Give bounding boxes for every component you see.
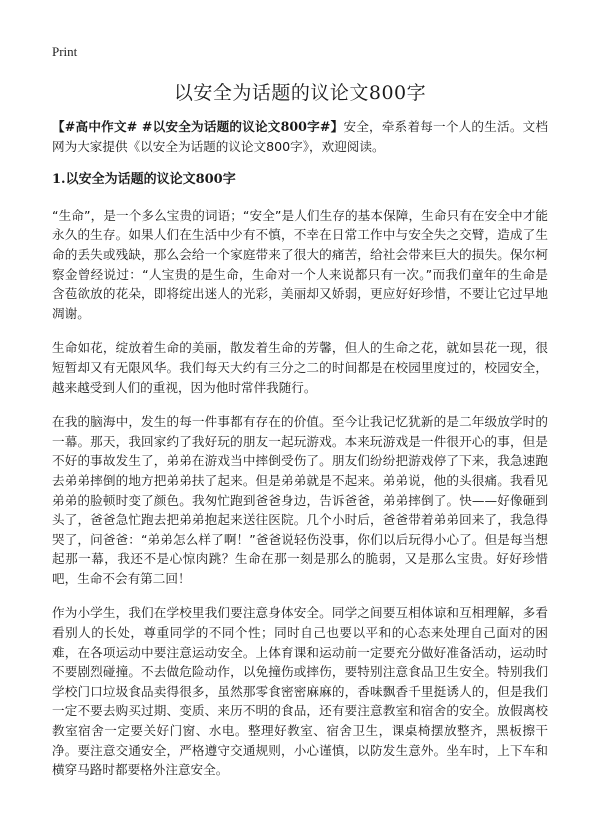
intro-paragraph	[52, 117, 548, 156]
intro-text: 安全，牵系着每一个人的生活。文档网为大家提供《以安全为话题的议论文800字》，欢迎阅读。	[52, 119, 548, 154]
article-body	[52, 117, 548, 795]
paragraph-2: 生命如花，绽放着生命的美丽，散发着生命的芳馨，但人的生命之花，就如昙花一现，很短暂却又有无限风华。我们每天大约有三分之二的时间都是在校园里度过的，校园安全，越来越受到人们的重视，因为他时常伴我随行。	[52, 340, 548, 395]
print-link[interactable]: Print	[52, 44, 78, 59]
paragraph-3: 在我的脑海中，发生的每一件事都有存在的价值。至今让我记忆犹新的是二年级放学时的一幕。那天，我回家约了我好玩的朋友一起玩游戏。本来玩游戏是一件很开心的事，但是不好的事故发生了，弟弟在游戏当中摔倒受伤了。朋友们纷纷把游戏停了下来，我急速跑去弟弟摔倒的地方把弟弟扶了起来。但是弟弟就是不起来。弟弟说，他的头很痛。我看见弟弟的脸顿时变了颜色。我匆忙跑到爸爸身边，告诉爸爸，弟弟摔倒了。快——好像砸到头了，爸爸急忙跑去把弟弟抱起来送往医院。几个小时后，爸爸带着弟弟回来了，我急得哭了，问爸爸：“弟弟怎么样了啊！”爸爸说轻伤没事，你们以后玩得小心了。但是每当想起那一幕，我还不是心惊肉跳？生命在那一刻是那么的脆弱，又是那么宝贵。好好珍惜吧，生命不会有第二回！	[52, 414, 548, 586]
section-heading: 1.以安全为话题的议论文800字	[52, 172, 236, 188]
page-title: 以安全为话题的议论文800字	[173, 82, 427, 104]
intro-tag: 【#高中作文# #以安全为话题的议论文800字#】	[52, 119, 344, 134]
paragraph-4: 作为小学生，我们在学校里我们要注意身体安全。同学之间要互相体谅和互相理解，多看看别人的长处，尊重同学的不同个性；同时自己也要以平和的心态来处理自己面对的困难，在各项运动中要注意运动安全。上体育课和运动前一定要充分做好准备活动，运动时不要剧烈碰撞。不去做危险动作，以免撞伤或摔伤，要特别注意食品卫生安全。特别我们学校门口垃圾食品卖得很多，虽然那零食密密麻麻的，香味飘香千里挺诱人的，但是我们一定不要去购买过期、变质、来历不明的食品，还有要注意教室和宿舍的安全。放假离校教室宿舍一定要关好门窗、水电。整理好教室、宿舍卫生，课桌椅摆放整齐，黑板擦干净。要注意交通安全，严格遵守交通规则，小心谨慎，以防发生意外。坐车时，上下车和横穿马路时都要格外注意安全。	[52, 605, 548, 778]
paragraph-1: “生命”，是一个多么宝贵的词语；“安全”是人们生存的基本保障，生命只有在安全中才能永久的生存。如果人们在生活中少有不慎，不幸在日常工作中与安全失之交臂，造成了生命的丢失或残缺，那么会给一个家庭带来了很大的痛苦，给社会带来巨大的损失。保尔柯察金曾经说过：“人宝贵的是生命，生命对一个人来说都只有一次。”而我们童年的生命是含苞欲放的花朵，即将绽出迷人的光彩，美丽却又娇弱，更应好好珍惜，不要让它过早地凋谢。	[52, 207, 548, 321]
